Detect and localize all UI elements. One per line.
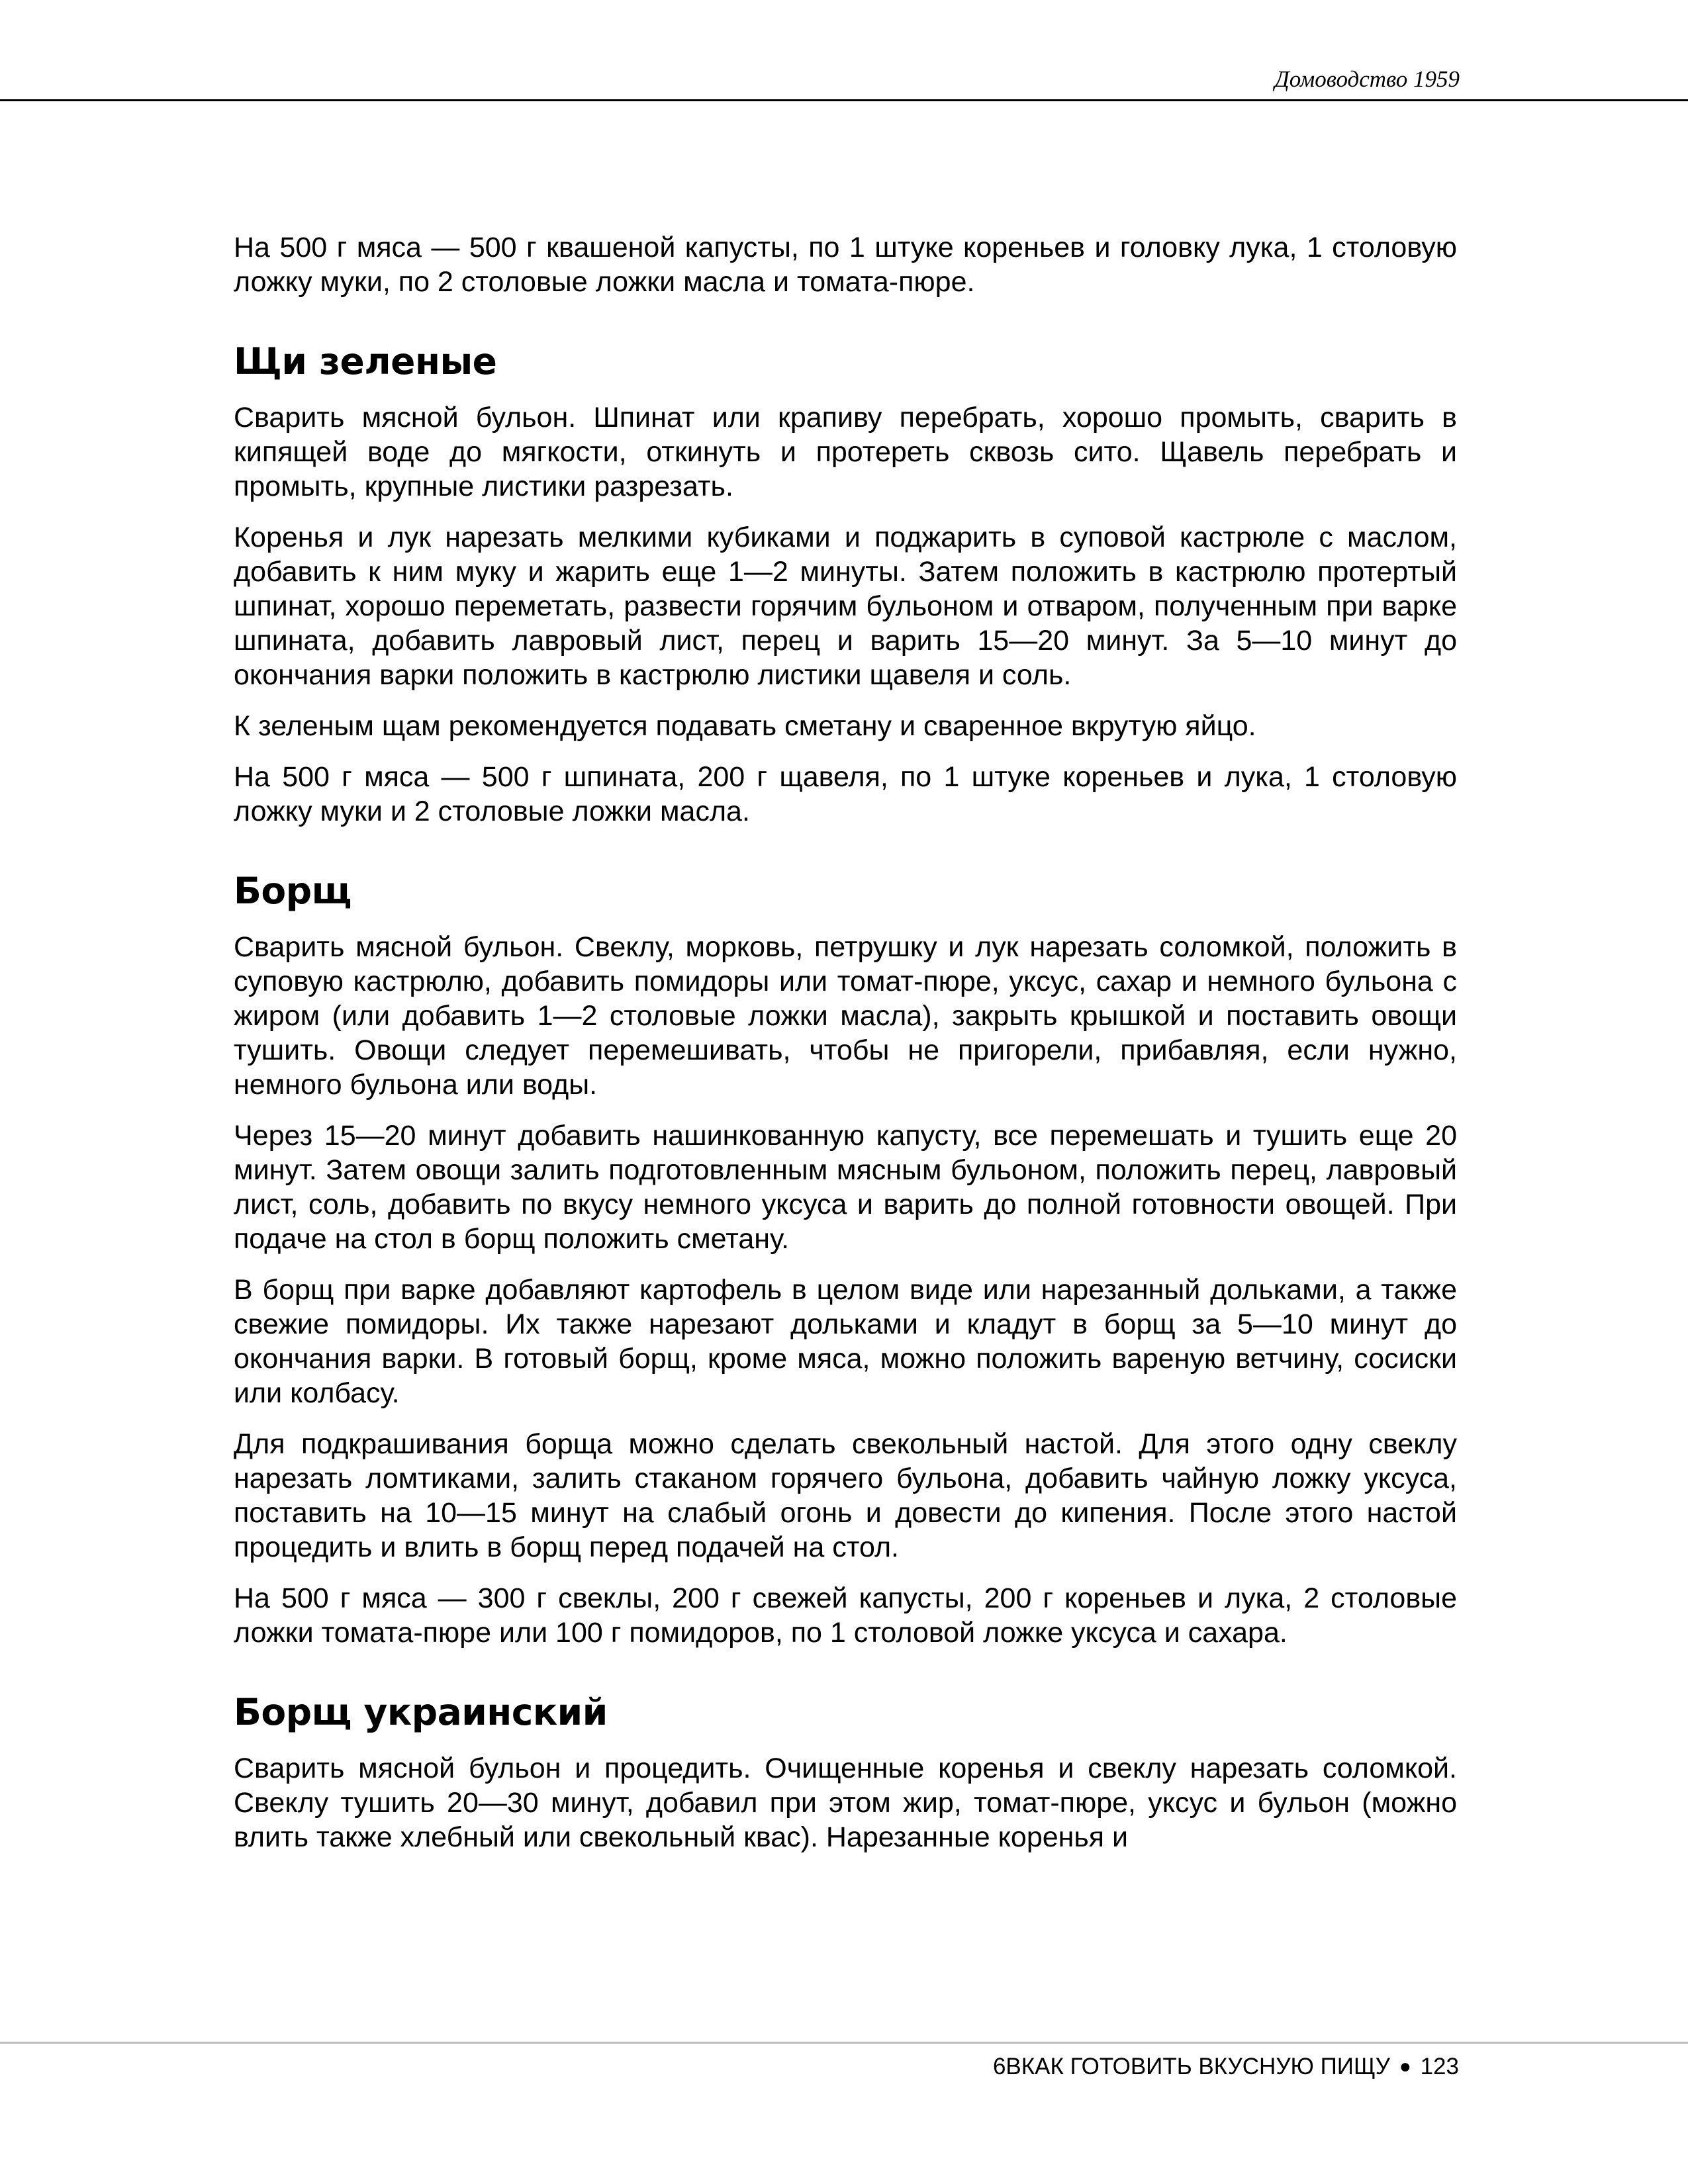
paragraph: В борщ при варке добавляют картофель в целом виде или нарезанный дольками, а также свежие помидоры. Их также нарезают дольками и кладут в борщ за 5—10 минут до окончания варки. В готовый борщ, кроме мяса, можно положить вареную ветчину, сосиски или колбасу.: [234, 1274, 1457, 1409]
paragraph: Сварить мясной бульон. Шпинат или крапиву перебрать, хорошо промыть, сварить в кипящей воде до мягкости, откинуть и протереть сквозь сито. Щавель перебрать и промыть, крупные листики разрезать.: [234, 402, 1457, 502]
paragraph: Сварить мясной бульон. Свеклу, морковь, петрушку и лук нарезать соломкой, положить в суповую кастрюлю, добавить помидоры или томат-пюре, уксус, сахар и немного бульона с жиром (или добавить 1—2 столовые ложки масла), закрыть крышкой и поставить овощи тушить. Овощи следует перемешивать, чтобы не пригорели, прибавляя, если нужно, немного бульона или воды.: [234, 931, 1457, 1101]
footer-divider: [0, 2042, 1688, 2044]
page-content: [234, 230, 1457, 1871]
section-heading-borshch: Борщ: [234, 870, 352, 912]
intro-paragraph: На 500 г мяса — 500 г квашеной капусты, по 1 штуке кореньев и головку лука, 1 столовую ложку муки, по 2 столовые ложки масла и томата-пюре.: [234, 232, 1457, 298]
running-header-title: Домоводство 1959: [1274, 66, 1460, 92]
footer-book-title: 6ВКАК ГОТОВИТЬ ВКУСНУЮ ПИЩУ: [992, 2054, 1390, 2079]
paragraph: Сварить мясной бульон и процедить. Очищенные коренья и свеклу нарезать соломкой. Свеклу тушить 20—30 минут, добавил при этом жир, томат-пюре, уксус и бульон (можно влить также хлебный или свекольный квас). Нарезанные коренья и: [234, 1752, 1457, 1853]
paragraph: Коренья и лук нарезать мелкими кубиками и поджарить в суповой кастрюле с маслом, добавить к ним муку и жарить еще 1—2 минуты. Затем положить в кастрюлю протертый шпинат, хорошо переметать, развести горячим бульоном и отваром, полученным при варке шпината, добавить лавровый лист, перец и варить 15—20 минут. За 5—10 минут до окончания варки положить в кастрюлю листики щавеля и соль.: [234, 522, 1457, 691]
paragraph: К зеленым щам рекомендуется подавать сметану и сваренное вкрутую яйцо.: [234, 710, 1256, 742]
paragraph: Для подкрашивания борща можно сделать свекольный настой. Для этого одну свеклу нарезать ломтиками, залить стаканом горячего бульона, добавить чайную ложку уксуса, поставить на 10—15 минут на слабый огонь и довести до кипения. После этого настой процедить и влить в борщ перед подачей на стол.: [234, 1428, 1457, 1563]
section-heading-shchi-zelenye: Щи зеленые: [234, 340, 497, 383]
page-number: 123: [1420, 2054, 1459, 2079]
section-heading-borshch-ukrainskiy: Борщ украинский: [234, 1691, 608, 1733]
bullet-icon: ●: [1399, 2056, 1411, 2077]
paragraph: На 500 г мяса — 500 г шпината, 200 г щавеля, по 1 штуке кореньев и лука, 1 столовую ложку муки и 2 столовые ложки масла.: [234, 761, 1457, 827]
header-divider: [0, 99, 1688, 101]
paragraph: На 500 г мяса — 300 г свеклы, 200 г свежей капусты, 200 г кореньев и лука, 2 столовые ложки томата-пюре или 100 г помидоров, по 1 столовой ложке уксуса и сахара.: [234, 1582, 1457, 1649]
page-footer: [993, 2054, 1459, 2080]
paragraph: Через 15—20 минут добавить нашинкованную капусту, все перемешать и тушить еще 20 минут. Затем овощи залить подготовленным мясным бульоном, положить перец, лавровый лист, соль, добавить по вкусу немного уксуса и варить до полной готовности овощей. При подаче на стол в борщ положить сметану.: [234, 1120, 1457, 1255]
